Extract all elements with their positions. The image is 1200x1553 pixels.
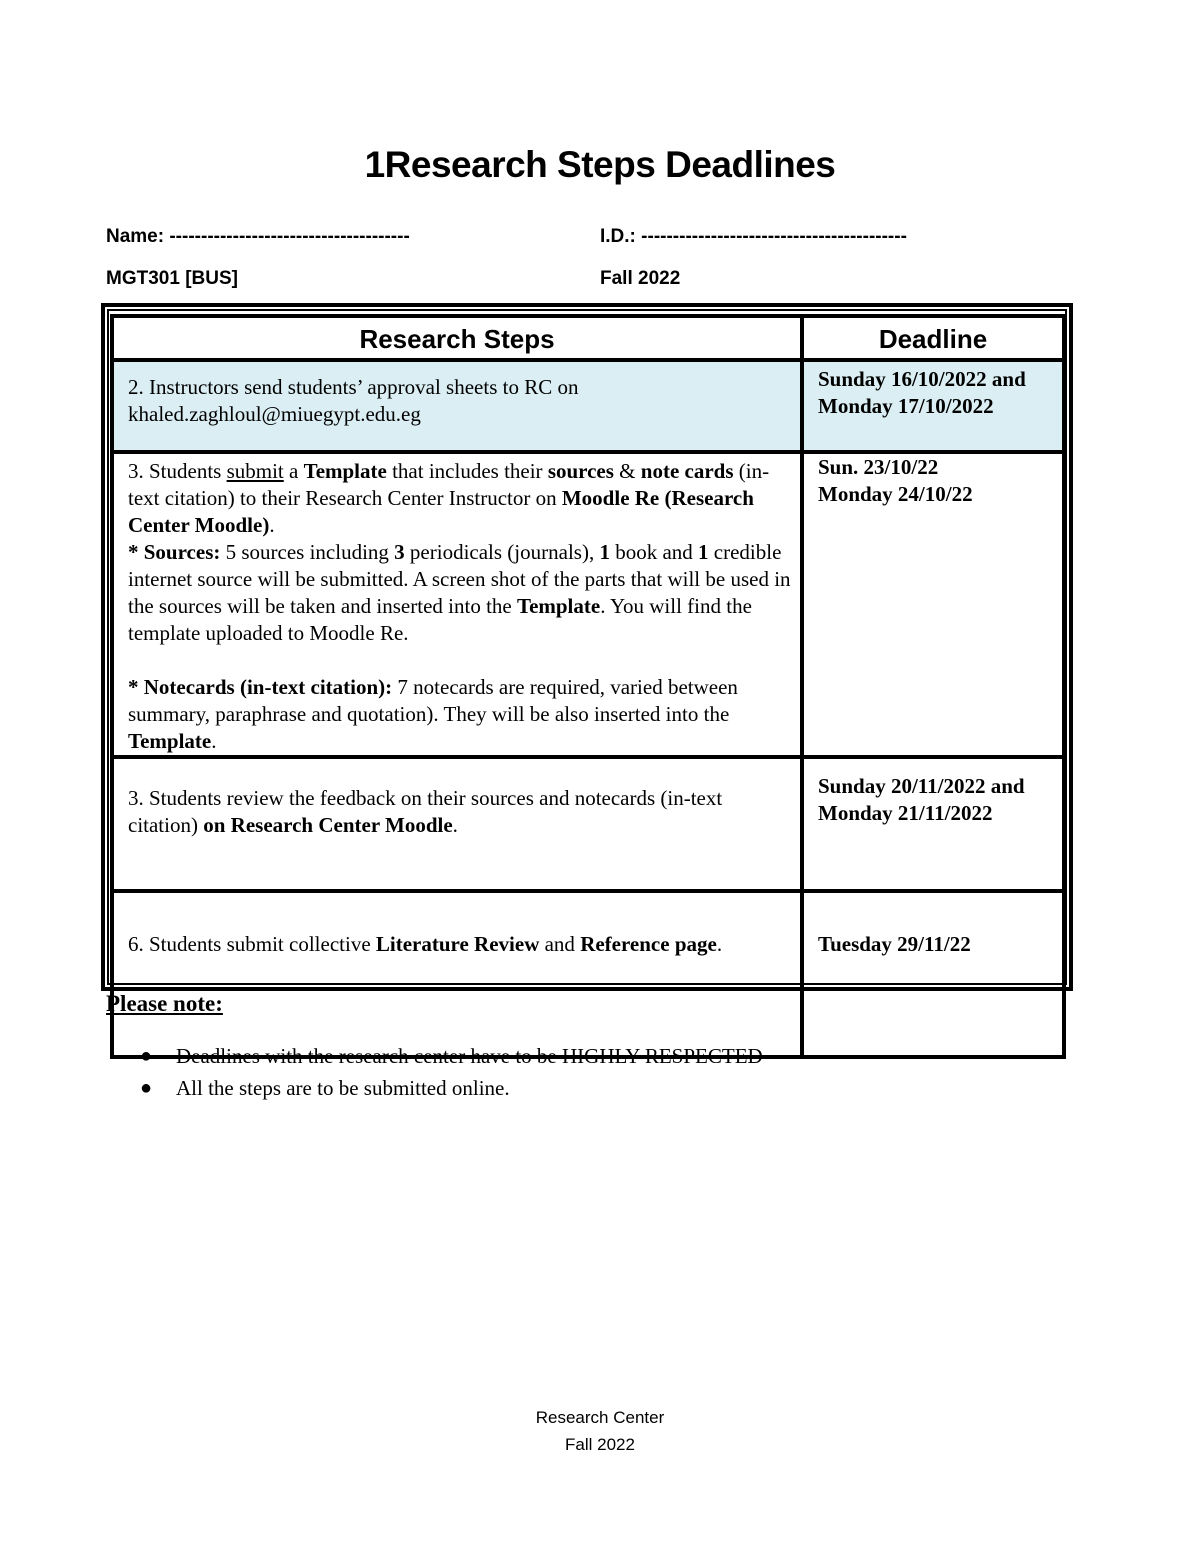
paragraph-spacer xyxy=(128,647,792,674)
deadline-cell xyxy=(802,360,1064,452)
text-run: 1 xyxy=(599,540,610,564)
text-run: * Sources: xyxy=(128,540,221,564)
sources-paragraph xyxy=(128,539,792,647)
text-run: sources xyxy=(547,459,614,483)
text-run: . xyxy=(211,729,217,753)
text-run: Literature Review xyxy=(375,932,540,956)
name-label: Name: xyxy=(106,226,165,247)
text-run: 3 xyxy=(394,540,405,564)
deadline-cell xyxy=(802,452,1064,757)
text-run: . xyxy=(716,932,723,956)
text-run: 7 notecards are required, varied between summary, paraphrase and quotation). They will be also inserted into the xyxy=(128,675,738,726)
step-text: 2. Instructors send students’ approval sheets to RC on xyxy=(128,375,579,399)
deadline-text: Sunday 20/11/2022 and xyxy=(818,774,1025,798)
document-title: 1Research Steps Deadlines xyxy=(364,144,836,185)
text-run: & xyxy=(613,459,641,483)
text-run: 6. Students submit collective xyxy=(128,932,376,956)
text-run: . You will find the template uploaded to Moodle Re. xyxy=(128,594,752,645)
text-run: submit xyxy=(226,459,284,483)
please-note-heading: Please note: xyxy=(106,991,223,1016)
note-text: All the steps are to be submitted online. xyxy=(176,1076,510,1100)
id-blank: ------------------------------------------ xyxy=(641,226,907,247)
notes-list xyxy=(106,1040,763,1104)
text-run: note cards xyxy=(640,459,734,483)
step-cell xyxy=(112,891,802,1057)
text-run: periodicals (journals), xyxy=(404,540,600,564)
table-header-row xyxy=(112,316,1064,360)
name-field xyxy=(106,226,410,248)
list-item xyxy=(106,1040,763,1072)
text-run: * Notecards (in-text citation): xyxy=(128,675,393,699)
course-code: MGT301 [BUS] xyxy=(106,268,238,289)
deadline-text: Sunday 16/10/2022 and xyxy=(818,367,1026,391)
text-run: Template xyxy=(516,594,601,618)
name-blank: -------------------------------------- xyxy=(169,226,410,247)
deadline-text: Monday 24/10/22 xyxy=(818,482,973,506)
deadline-text: Sun. 23/10/22 xyxy=(818,455,939,479)
list-item xyxy=(106,1072,763,1104)
text-run: Moodle Re (Research Center Moodle) xyxy=(128,486,754,537)
text-run: book and xyxy=(609,540,699,564)
step-cell xyxy=(112,452,802,757)
research-steps-table xyxy=(110,314,1066,1059)
text-run: that includes their xyxy=(386,459,548,483)
bullet-icon: ● xyxy=(140,1077,153,1099)
term: Fall 2022 xyxy=(600,268,681,289)
text-run: 5 sources including xyxy=(220,540,395,564)
deadline-text: Monday 21/11/2022 xyxy=(818,801,993,825)
table-row xyxy=(112,360,1064,452)
bullet-icon: ● xyxy=(140,1045,153,1067)
deadline-text: Tuesday 29/11/22 xyxy=(818,932,971,956)
header-research-steps: Research Steps xyxy=(112,316,802,360)
text-run: and xyxy=(539,932,581,956)
note-emphasis: HIGHLY RESPECTED xyxy=(562,1044,763,1068)
text-run: credible internet source will be submitted. A screen shot of the parts that will be used in the sources will be taken and inserted into the xyxy=(128,540,791,618)
notecards-paragraph xyxy=(128,674,792,755)
note-text: Deadlines with the research center have to be xyxy=(176,1044,562,1068)
id-label: I.D.: xyxy=(600,226,636,247)
id-field xyxy=(600,226,907,248)
text-run: . xyxy=(269,513,275,537)
text-run: a xyxy=(283,459,304,483)
step-paragraph xyxy=(128,458,792,539)
step-cell xyxy=(112,757,802,891)
text-run: Template xyxy=(128,729,212,753)
text-run: Reference page xyxy=(580,932,717,956)
table-row xyxy=(112,891,1064,1057)
header-deadline: Deadline xyxy=(802,316,1064,360)
footer-line: Fall 2022 xyxy=(565,1435,635,1454)
deadline-text: Monday 17/10/2022 xyxy=(818,394,994,418)
text-run: on Research Center Moodle xyxy=(203,813,453,837)
text-run: Template xyxy=(303,459,387,483)
footer-line: Research Center xyxy=(535,1408,665,1427)
text-run: 1 xyxy=(698,540,709,564)
text-run: . xyxy=(452,813,458,837)
email-address: khaled.zaghloul@miuegypt.edu.eg xyxy=(128,402,421,426)
page-footer xyxy=(0,1404,1200,1458)
step-cell xyxy=(112,360,802,452)
deadline-cell xyxy=(802,757,1064,891)
table-row xyxy=(112,757,1064,891)
deadline-cell xyxy=(802,891,1064,1057)
table-row xyxy=(112,452,1064,757)
text-run: 3. Students xyxy=(128,459,227,483)
text-run: (in-text citation) to their Research Center Instructor on xyxy=(128,459,770,510)
text-run: 3. Students review the feedback on their sources and notecards (in-text citation) xyxy=(128,786,723,837)
